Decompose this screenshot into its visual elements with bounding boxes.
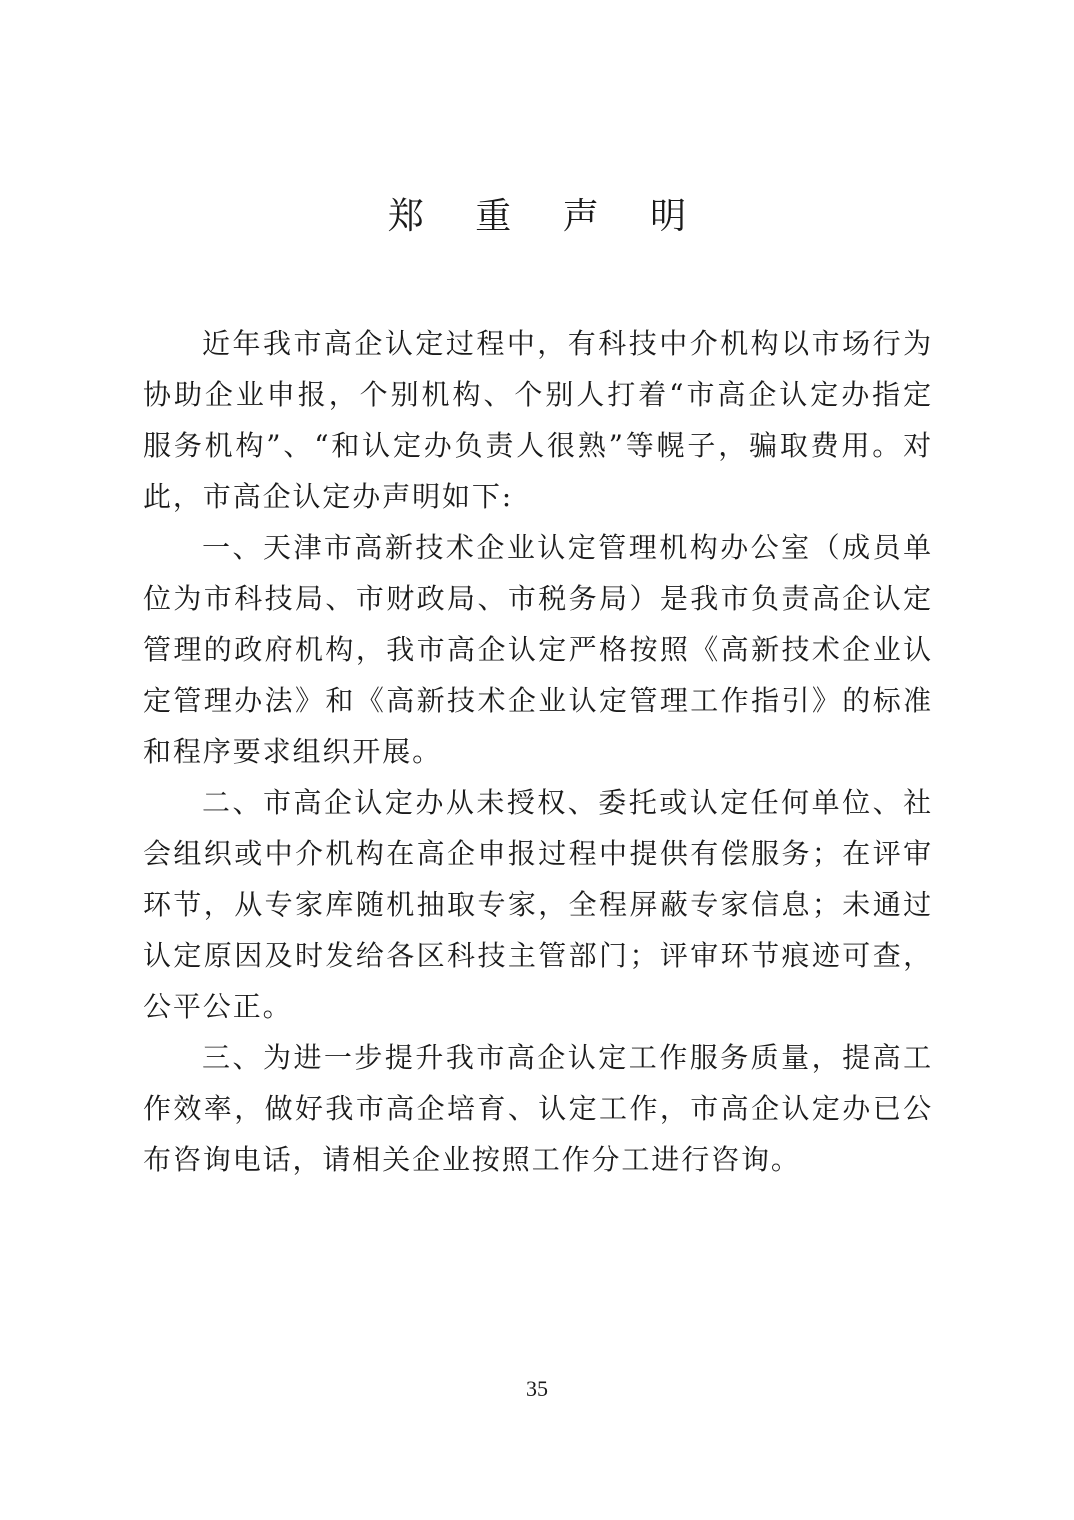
document-title: 郑 重 声 明 xyxy=(387,196,707,237)
paragraph-intro: 近年我市高企认定过程中，有科技中介机构以市场行为协助企业申报，个别机构、个别人打着“市高企认定办指定服务机构”、“和认定办负责人很熟”等幌子，骗取费用。对此，市高企认定办声明如下: xyxy=(143,327,933,513)
paragraph-item-two: 二、市高企认定办从未授权、委托或认定任何单位、社会组织或中介机构在高企申报过程中提供有偿服务；在评审环节，从专家库随机抽取专家，全程屏蔽专家信息；未通过认定原因及时发给各区科技主管部门；评审环节痕迹可查，公平公正。 xyxy=(143,786,933,1023)
paragraph-item-three: 三、为进一步提升我市高企认定工作服务质量，提高工作效率，做好我市高企培育、认定工作，市高企认定办已公布咨询电话，请相关企业按照工作分工进行咨询。 xyxy=(143,1041,933,1176)
paragraph-item-one: 一、天津市高新技术企业认定管理机构办公室（成员单位为市科技局、市财政局、市税务局）是我市负责高企认定管理的政府机构，我市高企认定严格按照《高新技术企业认定管理办法》和《高新技术企业认定管理工作指引》的标准和程序要求组织开展。 xyxy=(143,531,933,768)
document-body xyxy=(143,318,933,1185)
page-number: 35 xyxy=(526,1376,548,1401)
